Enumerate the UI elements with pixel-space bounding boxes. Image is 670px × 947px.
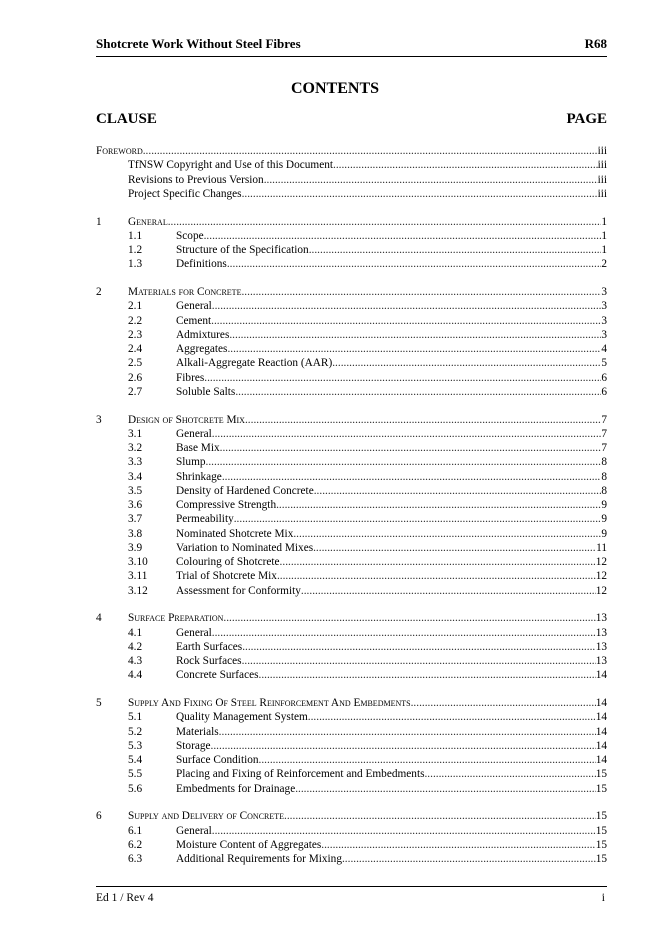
toc-entry-page: 2 bbox=[601, 258, 607, 271]
toc-entry[interactable] bbox=[96, 356, 607, 370]
toc-entry-number: 3.10 bbox=[128, 556, 148, 568]
toc-entry-number: 4.3 bbox=[128, 655, 143, 667]
toc-entry-number: 3.11 bbox=[128, 570, 148, 583]
dot-leader bbox=[264, 173, 598, 187]
toc-entry-page: 9 bbox=[601, 513, 607, 526]
dot-leader bbox=[313, 541, 596, 555]
toc-entry-page: 13 bbox=[595, 612, 607, 625]
toc-entry-number: 2.4 bbox=[128, 343, 143, 355]
toc-entry[interactable] bbox=[96, 385, 607, 399]
dot-leader bbox=[219, 725, 596, 739]
toc-entry[interactable] bbox=[96, 654, 607, 668]
toc-entry-number: 3 bbox=[96, 413, 102, 426]
toc-entry[interactable] bbox=[96, 299, 607, 313]
toc-entry-title: Materials bbox=[176, 725, 219, 738]
toc-entry[interactable] bbox=[96, 144, 607, 158]
dot-leader bbox=[284, 809, 596, 823]
toc-entry[interactable] bbox=[96, 668, 607, 682]
toc-entry-number: 3.9 bbox=[128, 541, 143, 554]
toc-entry-title: Storage bbox=[176, 739, 211, 752]
toc-entry-title: Surface Condition bbox=[176, 754, 259, 766]
dot-leader bbox=[229, 328, 601, 342]
toc-entry-page: 7 bbox=[601, 442, 607, 454]
dot-leader bbox=[342, 852, 596, 866]
toc-entry-page: 13 bbox=[595, 640, 607, 653]
toc-entry-title: Cement bbox=[176, 314, 212, 327]
toc-entry-page: 3 bbox=[601, 300, 607, 313]
document-title: Shotcrete Work Without Steel Fibres bbox=[96, 36, 301, 51]
dot-leader bbox=[143, 144, 598, 158]
toc-entry[interactable] bbox=[96, 640, 607, 654]
toc-entry[interactable] bbox=[96, 541, 607, 555]
toc-entry-title: Additional Requirements for Mixing bbox=[176, 853, 342, 865]
toc-entry[interactable] bbox=[96, 611, 607, 625]
toc-entry-title: Soluble Salts bbox=[176, 385, 236, 398]
page-footer bbox=[96, 886, 607, 908]
dot-leader bbox=[245, 413, 601, 427]
toc-entry-page: 15 bbox=[595, 824, 607, 837]
dot-leader bbox=[212, 427, 602, 441]
dot-leader bbox=[276, 498, 601, 512]
toc-entry-title: Slump bbox=[176, 456, 206, 469]
dot-leader bbox=[333, 158, 598, 172]
table-of-contents bbox=[96, 144, 607, 866]
toc-entry-title: Nominated Shotcrete Mix bbox=[176, 527, 294, 540]
toc-entry-number: 4.1 bbox=[128, 626, 143, 639]
dot-leader bbox=[235, 385, 601, 399]
toc-entry-title: TfNSW Copyright and Use of this Document bbox=[128, 159, 333, 172]
toc-entry-page: 15 bbox=[595, 810, 607, 823]
toc-entry-title: Aggregates bbox=[176, 343, 228, 355]
toc-entry[interactable] bbox=[96, 696, 607, 710]
toc-entry[interactable] bbox=[96, 243, 607, 257]
toc-entry-page: 15 bbox=[595, 782, 607, 795]
dot-leader bbox=[223, 611, 595, 625]
toc-entry[interactable] bbox=[96, 215, 607, 229]
toc-entry-page: 7 bbox=[601, 413, 607, 426]
toc-entry[interactable] bbox=[96, 710, 607, 724]
dot-leader bbox=[212, 299, 602, 313]
toc-entry-page: 8 bbox=[601, 470, 607, 483]
toc-entry[interactable] bbox=[96, 512, 607, 526]
dot-leader bbox=[211, 314, 601, 328]
toc-entry-page: 6 bbox=[601, 385, 607, 398]
toc-entry-title: Definitions bbox=[176, 258, 227, 271]
toc-entry[interactable] bbox=[96, 187, 607, 201]
edition-label: Ed 1 / Rev 4 bbox=[96, 892, 154, 904]
toc-entry[interactable] bbox=[96, 229, 607, 243]
toc-entry-title: Earth Surfaces bbox=[176, 640, 243, 653]
toc-entry-page: 9 bbox=[601, 527, 607, 540]
dot-leader bbox=[211, 739, 596, 753]
toc-entry-number: 3.12 bbox=[128, 584, 148, 597]
toc-entry-title: Permeability bbox=[176, 513, 234, 526]
toc-entry-number: 4.4 bbox=[128, 669, 143, 682]
page-number: i bbox=[601, 892, 605, 904]
toc-entry-page: 12 bbox=[595, 584, 607, 597]
toc-entry-title: Structure of the Specification bbox=[176, 244, 309, 256]
toc-entry[interactable] bbox=[96, 427, 607, 441]
dot-leader bbox=[293, 527, 601, 541]
toc-entry-number: 2.6 bbox=[128, 371, 143, 384]
dot-leader bbox=[411, 696, 596, 710]
toc-entry-number: 1.1 bbox=[128, 229, 143, 242]
toc-entry-title: Rock Surfaces bbox=[176, 655, 242, 667]
toc-entry-number: 5 bbox=[96, 697, 102, 709]
dot-leader bbox=[206, 455, 602, 469]
toc-entry-title: Alkali-Aggregate Reaction (AAR) bbox=[176, 357, 333, 370]
toc-entry-number: 2 bbox=[96, 286, 102, 298]
toc-entry-page: 15 bbox=[595, 838, 607, 851]
dot-leader bbox=[212, 824, 596, 838]
toc-entry-title: Variation to Nominated Mixes bbox=[176, 541, 314, 554]
toc-entry-page: iii bbox=[597, 159, 607, 172]
toc-entry[interactable] bbox=[96, 782, 607, 796]
toc-entry-title: Design of Shotcrete Mix bbox=[128, 413, 245, 426]
dot-leader bbox=[220, 441, 602, 455]
dot-leader bbox=[212, 626, 596, 640]
toc-entry-title: Concrete Surfaces bbox=[176, 669, 259, 682]
dot-leader bbox=[332, 356, 601, 370]
toc-entry[interactable] bbox=[96, 584, 607, 598]
toc-entry-page: 15 bbox=[595, 853, 607, 865]
toc-entry-number: 3.3 bbox=[128, 456, 143, 469]
toc-entry-title: Surface Preparation bbox=[128, 612, 224, 625]
toc-entry-number: 6 bbox=[96, 810, 102, 823]
toc-entry-page: iii bbox=[597, 145, 607, 157]
dot-leader bbox=[204, 371, 601, 385]
dot-leader bbox=[242, 187, 598, 201]
toc-entry[interactable] bbox=[96, 852, 607, 866]
dot-leader bbox=[168, 215, 602, 229]
toc-entry-title: General bbox=[176, 626, 212, 639]
toc-entry-page: 9 bbox=[601, 499, 607, 511]
toc-entry-number: 5.1 bbox=[128, 711, 143, 724]
toc-entry[interactable] bbox=[96, 257, 607, 271]
dot-leader bbox=[280, 555, 596, 569]
toc-entry-page: 5 bbox=[601, 357, 607, 370]
document-code: R68 bbox=[584, 36, 607, 51]
toc-entry-number: 4.2 bbox=[128, 640, 143, 653]
toc-entry-number: 6.1 bbox=[128, 824, 143, 837]
dot-leader bbox=[222, 470, 602, 484]
toc-entry-title: Supply and Delivery of Concrete bbox=[128, 810, 285, 823]
toc-entry[interactable] bbox=[96, 173, 607, 187]
toc-entry[interactable] bbox=[96, 484, 607, 498]
dot-leader bbox=[242, 640, 596, 654]
toc-entry-page: 8 bbox=[601, 484, 607, 497]
toc-entry-number: 2.1 bbox=[128, 300, 143, 313]
toc-entry-number: 3.5 bbox=[128, 484, 143, 497]
toc-entry[interactable] bbox=[96, 158, 607, 172]
toc-entry[interactable] bbox=[96, 527, 607, 541]
toc-entry[interactable] bbox=[96, 753, 607, 767]
toc-entry-number: 3.1 bbox=[128, 427, 143, 440]
toc-entry-title: Colouring of Shotcrete bbox=[176, 556, 280, 568]
dot-leader bbox=[241, 285, 601, 299]
toc-entry-number: 3.6 bbox=[128, 499, 143, 511]
toc-entry-number: 3.7 bbox=[128, 513, 143, 526]
toc-entry[interactable] bbox=[96, 725, 607, 739]
toc-entry-page: 11 bbox=[596, 541, 607, 554]
toc-entry-title: Shrinkage bbox=[176, 470, 222, 483]
clause-column-heading: CLAUSE bbox=[96, 111, 157, 127]
toc-entry-title: General bbox=[128, 215, 168, 228]
toc-entry-page: 8 bbox=[601, 456, 607, 469]
toc-entry-page: 14 bbox=[595, 669, 607, 682]
toc-entry-page: 15 bbox=[595, 768, 607, 781]
toc-entry-title: Supply And Fixing Of Steel Reinforcement And Embedments bbox=[128, 697, 411, 709]
toc-entry-title: Moisture Content of Aggregates bbox=[176, 838, 322, 851]
toc-entry[interactable] bbox=[96, 838, 607, 852]
dot-leader bbox=[301, 584, 596, 598]
dot-leader bbox=[424, 767, 595, 781]
toc-entry[interactable] bbox=[96, 739, 607, 753]
toc-entry-number: 2.3 bbox=[128, 328, 143, 341]
dot-leader bbox=[227, 342, 601, 356]
toc-entry-number: 2.5 bbox=[128, 357, 143, 370]
contents-heading: CONTENTS bbox=[290, 80, 380, 97]
toc-entry-title: Project Specific Changes bbox=[128, 187, 242, 200]
toc-entry-title: Assessment for Conformity bbox=[176, 584, 301, 597]
dot-leader bbox=[242, 654, 596, 668]
toc-entry-number: 1.3 bbox=[128, 258, 143, 271]
toc-entry-title: Quality Management System bbox=[176, 711, 308, 724]
toc-entry-title: Placing and Fixing of Reinforcement and Embedments bbox=[176, 768, 425, 781]
toc-entry[interactable] bbox=[96, 824, 607, 838]
toc-entry[interactable] bbox=[96, 342, 607, 356]
toc-entry-number: 5.3 bbox=[128, 739, 143, 752]
toc-entry-page: 14 bbox=[595, 725, 607, 738]
dot-leader bbox=[259, 753, 596, 767]
toc-entry-page: 12 bbox=[595, 556, 607, 568]
toc-entry-number: 2.7 bbox=[128, 385, 143, 398]
toc-entry-page: 14 bbox=[595, 697, 607, 709]
toc-entry-page: 1 bbox=[601, 215, 607, 228]
toc-entry-page: 14 bbox=[595, 711, 607, 724]
toc-entry-number: 5.5 bbox=[128, 768, 143, 781]
toc-entry-number: 1.2 bbox=[128, 244, 143, 256]
toc-entry[interactable] bbox=[96, 371, 607, 385]
toc-entry-number: 4 bbox=[96, 612, 102, 625]
toc-entry-title: Scope bbox=[176, 229, 204, 242]
toc-entry[interactable] bbox=[96, 569, 607, 583]
toc-entry-page: 6 bbox=[601, 371, 607, 384]
toc-entry-number: 6.3 bbox=[128, 853, 143, 865]
toc-entry-page: iii bbox=[597, 187, 607, 200]
toc-entry[interactable] bbox=[96, 441, 607, 455]
toc-entry-number: 5.2 bbox=[128, 725, 143, 738]
toc-entry-page: 12 bbox=[595, 570, 607, 583]
toc-entry[interactable] bbox=[96, 809, 607, 823]
toc-entry[interactable] bbox=[96, 626, 607, 640]
toc-entry-title: Compressive Strength bbox=[176, 499, 277, 511]
toc-entry-title: Admixtures bbox=[176, 328, 230, 341]
toc-entry-page: 13 bbox=[595, 655, 607, 667]
toc-entry-title: General bbox=[176, 824, 212, 837]
toc-entry-number: 1 bbox=[96, 215, 102, 228]
dot-leader bbox=[321, 838, 595, 852]
toc-entry[interactable] bbox=[96, 328, 607, 342]
toc-entry-title: Embedments for Drainage bbox=[176, 782, 296, 795]
toc-entry[interactable] bbox=[96, 455, 607, 469]
toc-entry-page: 3 bbox=[601, 286, 607, 298]
toc-entry[interactable] bbox=[96, 314, 607, 328]
toc-entry-title: Density of Hardened Concrete bbox=[176, 484, 314, 497]
toc-entry-title: Materials for Concrete bbox=[128, 286, 242, 298]
toc-entry-title: General bbox=[176, 427, 212, 440]
toc-entry[interactable] bbox=[96, 470, 607, 484]
toc-entry-page: 14 bbox=[595, 754, 607, 766]
toc-entry[interactable] bbox=[96, 498, 607, 512]
dot-leader bbox=[308, 710, 596, 724]
toc-entry-number: 5.6 bbox=[128, 782, 143, 795]
toc-entry-title: General bbox=[176, 300, 212, 313]
dot-leader bbox=[227, 257, 602, 271]
toc-entry[interactable] bbox=[96, 555, 607, 569]
toc-entry-page: 14 bbox=[595, 739, 607, 752]
toc-entry-number: 2.2 bbox=[128, 314, 143, 327]
dot-leader bbox=[295, 782, 596, 796]
toc-entry-page: 7 bbox=[601, 427, 607, 440]
toc-entry-title: Revisions to Previous Version bbox=[128, 173, 264, 186]
dot-leader bbox=[277, 569, 596, 583]
dot-leader bbox=[259, 668, 596, 682]
toc-entry-number: 3.2 bbox=[128, 442, 143, 454]
toc-entry-page: iii bbox=[597, 173, 607, 186]
dot-leader bbox=[204, 229, 602, 243]
toc-entry-title: Fibres bbox=[176, 371, 205, 384]
toc-entry-number: 3.8 bbox=[128, 527, 143, 540]
page-column-heading: PAGE bbox=[566, 111, 607, 127]
toc-entry-page: 3 bbox=[601, 314, 607, 327]
toc-entry-page: 13 bbox=[595, 626, 607, 639]
dot-leader bbox=[309, 243, 602, 257]
dot-leader bbox=[234, 512, 602, 526]
toc-entry-title: Trial of Shotcrete Mix bbox=[176, 570, 277, 583]
dot-leader bbox=[314, 484, 602, 498]
toc-entry-title: Base Mix bbox=[176, 442, 220, 454]
toc-entry-number: 6.2 bbox=[128, 838, 143, 851]
toc-entry[interactable] bbox=[96, 413, 607, 427]
toc-entry-number: 3.4 bbox=[128, 470, 143, 483]
toc-entry-title: Foreword bbox=[96, 145, 143, 157]
toc-entry-page: 3 bbox=[601, 328, 607, 341]
toc-entry-page: 1 bbox=[601, 229, 607, 242]
toc-entry-page: 1 bbox=[601, 244, 607, 256]
toc-entry-number: 5.4 bbox=[128, 754, 143, 766]
toc-entry[interactable] bbox=[96, 767, 607, 781]
page-header bbox=[96, 36, 607, 57]
toc-entry-page: 4 bbox=[601, 343, 607, 355]
toc-entry[interactable] bbox=[96, 285, 607, 299]
